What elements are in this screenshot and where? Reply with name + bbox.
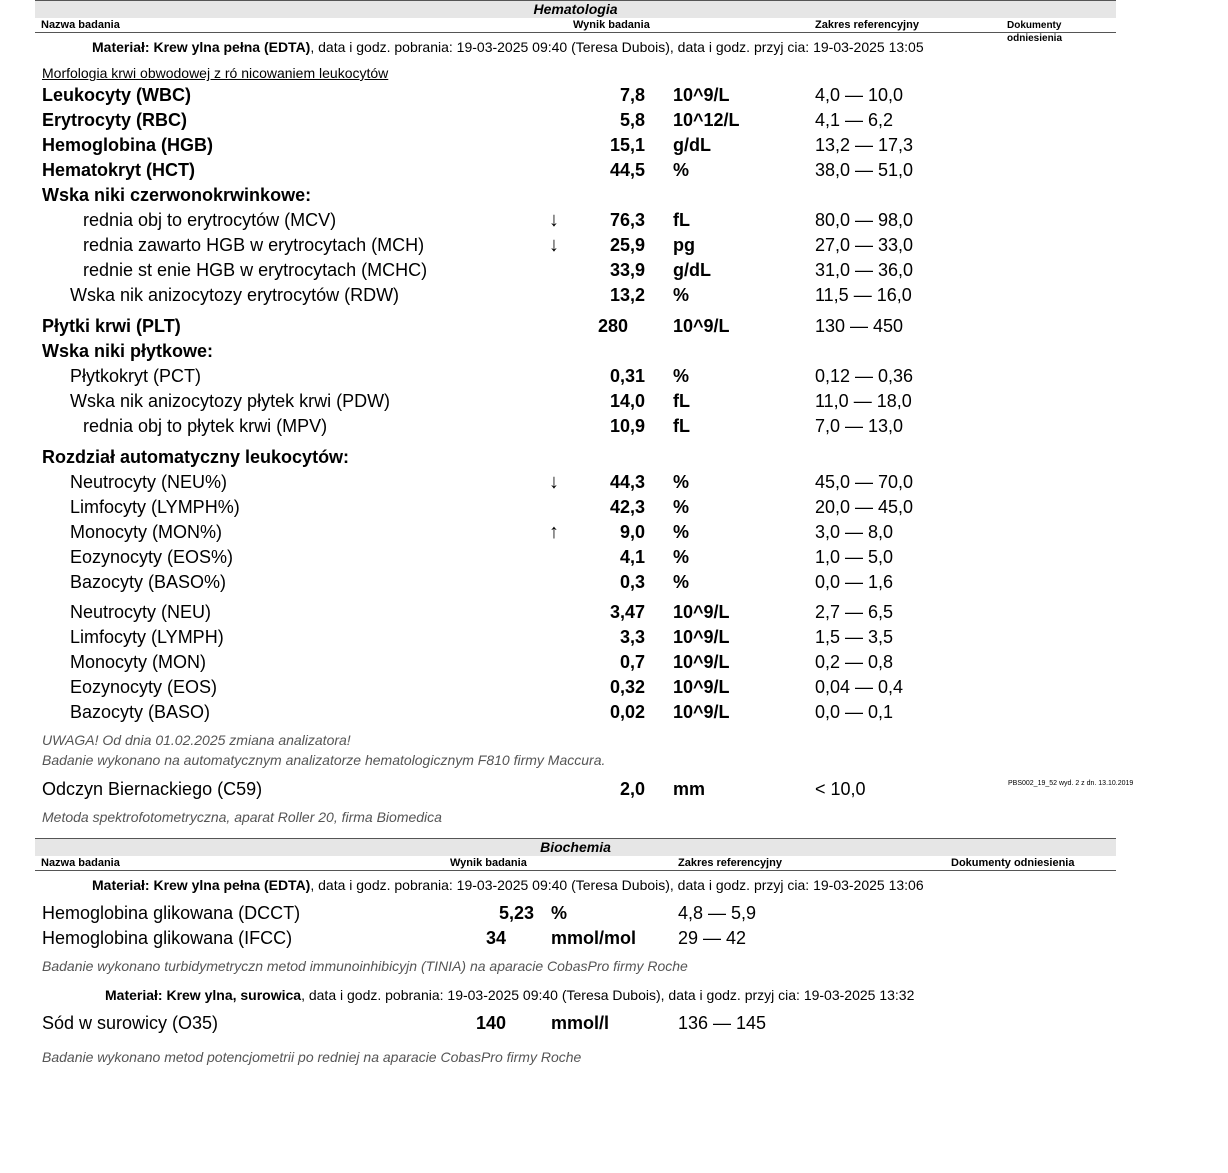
- hematology-result-row: [0, 445, 1228, 470]
- test-range: 7,0 — 13,0: [815, 416, 904, 436]
- sodium-row: [0, 1011, 1228, 1036]
- test-value: 10,9: [609, 416, 645, 436]
- header-docs: Dokumenty odniesienia: [1007, 20, 1063, 44]
- test-name: rednia zawarto HGB w erytrocytach (MCH): [83, 235, 425, 255]
- test-unit: 10^12/L: [673, 110, 740, 130]
- test-name: Hemoglobina (HGB): [42, 135, 213, 155]
- test-unit: %: [673, 497, 690, 517]
- hematology-result-row: [0, 183, 1228, 208]
- hematology-result-row: [0, 83, 1228, 108]
- abnormal-flag-icon: ↓: [549, 209, 559, 231]
- test-name: Monocyty (MON): [70, 652, 207, 672]
- test-name: Monocyty (MON%): [70, 522, 223, 542]
- test-name: Płytkokryt (PCT): [70, 366, 202, 386]
- test-value: 5,8: [619, 110, 645, 130]
- test-range: 4,1 — 6,2: [815, 110, 894, 130]
- test-value: 5,23: [498, 903, 534, 923]
- sodium-method-note: Badanie wykonano metod potencjometrii po redniej na aparacie CobasPro firmy Roche: [42, 1049, 582, 1065]
- test-value: 9,0: [619, 522, 645, 542]
- reference-document: PBS002_19_52 wyd. 2 z dn. 13.10.2019: [1008, 780, 1134, 787]
- material-label: Materiał: Krew ylna pełna (EDTA): [92, 877, 311, 893]
- test-value: 7,8: [619, 85, 645, 105]
- hba1c-method-note: Badanie wykonano turbidymetryczn metod immunoinhibicyjn (TINIA) na aparacie CobasPro firmy Roche: [42, 958, 688, 974]
- test-name: rednia obj to erytrocytów (MCV): [83, 210, 337, 230]
- material-details: , data i godz. pobrania: 19-03-2025 09:40 (Teresa Dubois), data i godz. przyj cia: 19-03-2025 13:05: [310, 39, 924, 55]
- hematology-result-row: [0, 364, 1228, 389]
- test-value: 15,1: [609, 135, 645, 155]
- test-range: 2,7 — 6,5: [815, 602, 894, 622]
- test-name: Limfocyty (LYMPH): [70, 627, 224, 647]
- test-unit: mmol/mol: [551, 928, 637, 948]
- hematology-result-row: [0, 283, 1228, 308]
- test-unit: 10^9/L: [673, 677, 730, 697]
- test-value: 3,47: [609, 602, 645, 622]
- hematology-result-row: [0, 133, 1228, 158]
- test-range: 45,0 — 70,0: [815, 472, 914, 492]
- test-value: 13,2: [609, 285, 645, 305]
- header-name: Nazwa badania: [41, 857, 120, 869]
- test-unit: %: [673, 366, 690, 386]
- header-range: Zakres referencyjny: [678, 857, 782, 869]
- hematology-result-row: [0, 545, 1228, 570]
- test-name: Wska niki płytkowe:: [42, 341, 214, 361]
- test-range: 0,0 — 0,1: [815, 702, 894, 722]
- test-value: 33,9: [609, 260, 645, 280]
- test-unit: pg: [673, 235, 695, 255]
- test-range: < 10,0: [815, 779, 866, 799]
- test-unit: fL: [673, 391, 690, 411]
- hematology-result-row: [0, 158, 1228, 183]
- hematology-result-row: [0, 495, 1228, 520]
- test-name: Wska nik anizocytozy erytrocytów (RDW): [70, 285, 400, 305]
- test-unit: 10^9/L: [673, 316, 730, 336]
- test-unit: %: [673, 472, 690, 492]
- test-unit: 10^9/L: [673, 627, 730, 647]
- test-name: Erytrocyty (RBC): [42, 110, 188, 130]
- test-value: 76,3: [609, 210, 645, 230]
- test-range: 1,0 — 5,0: [815, 547, 894, 567]
- test-name: Limfocyty (LYMPH%): [70, 497, 240, 517]
- hematology-result-row: [0, 208, 1228, 233]
- test-name: Rozdział automatyczny leukocytów:: [42, 447, 350, 467]
- test-range: 13,2 — 17,3: [815, 135, 914, 155]
- hematology-section-title: Hematologia: [35, 0, 1116, 18]
- test-range: 27,0 — 33,0: [815, 235, 914, 255]
- test-name: Wska niki czerwonokrwinkowe:: [42, 185, 312, 205]
- hematology-result-row: [0, 675, 1228, 700]
- test-range: 0,12 — 0,36: [815, 366, 914, 386]
- hematology-result-row: [0, 108, 1228, 133]
- hematology-result-row: [0, 520, 1228, 545]
- test-name: Neutrocyty (NEU%): [70, 472, 228, 492]
- test-range: 20,0 — 45,0: [815, 497, 914, 517]
- test-value: 44,3: [609, 472, 645, 492]
- test-name: Bazocyty (BASO%): [70, 572, 227, 592]
- test-value: 280: [597, 316, 628, 336]
- test-unit: 10^9/L: [673, 652, 730, 672]
- test-name: Wska nik anizocytozy płytek krwi (PDW): [70, 391, 391, 411]
- test-unit: mmol/l: [551, 1013, 610, 1033]
- material-label: Materiał: Krew ylna pełna (EDTA): [92, 39, 311, 55]
- test-range: 1,5 — 3,5: [815, 627, 894, 647]
- header-result: Wynik badania: [450, 857, 527, 869]
- test-range: 0,0 — 1,6: [815, 572, 894, 592]
- test-unit: 10^9/L: [673, 602, 730, 622]
- test-unit: fL: [673, 210, 690, 230]
- hematology-result-row: [0, 700, 1228, 725]
- test-value: 34: [485, 928, 506, 948]
- test-range: 0,2 — 0,8: [815, 652, 894, 672]
- test-unit: 10^9/L: [673, 85, 730, 105]
- test-range: 31,0 — 36,0: [815, 260, 914, 280]
- test-name: Eozynocyty (EOS): [70, 677, 218, 697]
- esr-method-note: Metoda spektrofotometryczna, aparat Roller 20, firma Biomedica: [42, 809, 442, 825]
- test-range: 3,0 — 8,0: [815, 522, 894, 542]
- test-unit: %: [551, 903, 568, 923]
- test-name: rednia obj to płytek krwi (MPV): [83, 416, 328, 436]
- test-unit: %: [673, 572, 690, 592]
- test-unit: g/dL: [673, 260, 711, 280]
- test-unit: mm: [673, 779, 706, 799]
- header-result: Wynik badania: [573, 19, 650, 31]
- test-value: 2,0: [619, 779, 645, 799]
- test-name: Odczyn Biernackiego (C59): [42, 779, 263, 799]
- hematology-result-row: [0, 600, 1228, 625]
- hba1c-ifcc-row: [0, 926, 1228, 951]
- test-value: 0,3: [619, 572, 645, 592]
- hematology-result-row: [0, 570, 1228, 595]
- test-range: 4,8 — 5,9: [678, 903, 757, 923]
- hba1c-dcct-row: [0, 901, 1228, 926]
- test-value: 25,9: [609, 235, 645, 255]
- test-value: 0,31: [609, 366, 645, 386]
- hematology-column-headers: [35, 19, 1116, 44]
- test-value: 0,02: [609, 702, 645, 722]
- test-unit: %: [673, 522, 690, 542]
- header-name: Nazwa badania: [41, 19, 120, 31]
- biochemistry-column-headers: [35, 857, 1116, 871]
- header-docs: Dokumenty odniesienia: [951, 857, 1075, 869]
- biochemistry-material-1: [92, 877, 924, 893]
- test-name: Neutrocyty (NEU): [70, 602, 212, 622]
- analyzer-note-1: UWAGA! Od dnia 01.02.2025 zmiana analizatora!: [42, 732, 351, 748]
- test-value: 140: [475, 1013, 506, 1033]
- test-name: Hemoglobina glikowana (IFCC): [42, 928, 293, 948]
- panel-title: Morfologia krwi obwodowej z ró nicowaniem leukocytów: [42, 65, 389, 81]
- material-details: , data i godz. pobrania: 19-03-2025 09:40 (Teresa Dubois), data i godz. przyj cia: 19-03-2025 13:32: [301, 987, 915, 1003]
- test-unit: %: [673, 160, 690, 180]
- material-label: Materiał: Krew ylna, surowica: [105, 987, 302, 1003]
- test-name: Hematokryt (HCT): [42, 160, 196, 180]
- test-unit: %: [673, 547, 690, 567]
- hematology-result-row: [0, 650, 1228, 675]
- test-range: 11,0 — 18,0: [815, 391, 912, 411]
- test-unit: %: [673, 285, 690, 305]
- test-unit: fL: [673, 416, 690, 436]
- test-name: Bazocyty (BASO): [70, 702, 211, 722]
- analyzer-note-2: Badanie wykonano na automatycznym analizatorze hematologicznym F810 firmy Maccura.: [42, 752, 606, 768]
- test-name: Eozynocyty (EOS%): [70, 547, 234, 567]
- test-value: 3,3: [619, 627, 645, 647]
- abnormal-flag-icon: ↑: [549, 521, 559, 543]
- test-value: 42,3: [609, 497, 645, 517]
- hematology-result-row: [0, 414, 1228, 439]
- hematology-result-row: [0, 470, 1228, 495]
- test-range: 38,0 — 51,0: [815, 160, 914, 180]
- test-value: 0,32: [609, 677, 645, 697]
- test-value: 0,7: [619, 652, 645, 672]
- test-value: 44,5: [609, 160, 645, 180]
- test-range: 0,04 — 0,4: [815, 677, 904, 697]
- abnormal-flag-icon: ↓: [549, 471, 559, 493]
- test-value: 4,1: [619, 547, 645, 567]
- test-name: Leukocyty (WBC): [42, 85, 192, 105]
- hematology-result-row: [0, 339, 1228, 364]
- hematology-result-row: [0, 389, 1228, 414]
- test-range: 130 — 450: [815, 316, 904, 336]
- biochemistry-section-title: Biochemia: [35, 838, 1116, 856]
- hematology-material: [92, 39, 924, 55]
- test-range: 80,0 — 98,0: [815, 210, 914, 230]
- abnormal-flag-icon: ↓: [549, 234, 559, 256]
- test-unit: 10^9/L: [673, 702, 730, 722]
- material-details: , data i godz. pobrania: 19-03-2025 09:40 (Teresa Dubois), data i godz. przyj cia: 19-03-2025 13:06: [310, 877, 924, 893]
- test-unit: g/dL: [673, 135, 711, 155]
- test-value: 14,0: [609, 391, 645, 411]
- test-range: 29 — 42: [678, 928, 747, 948]
- test-name: Sód w surowicy (O35): [42, 1013, 219, 1033]
- hematology-result-row: [0, 625, 1228, 650]
- test-name: Hemoglobina glikowana (DCCT): [42, 903, 301, 923]
- test-range: 4,0 — 10,0: [815, 85, 904, 105]
- hematology-result-row: [0, 233, 1228, 258]
- test-range: 11,5 — 16,0: [815, 285, 912, 305]
- test-name: rednie st enie HGB w erytrocytach (MCHC): [83, 260, 428, 280]
- test-name: Płytki krwi (PLT): [42, 316, 181, 336]
- header-range: Zakres referencyjny: [815, 19, 919, 31]
- hematology-result-row: [0, 258, 1228, 283]
- test-range: 136 — 145: [678, 1013, 767, 1033]
- hematology-result-row: [0, 314, 1228, 339]
- biochemistry-material-2: [105, 987, 914, 1003]
